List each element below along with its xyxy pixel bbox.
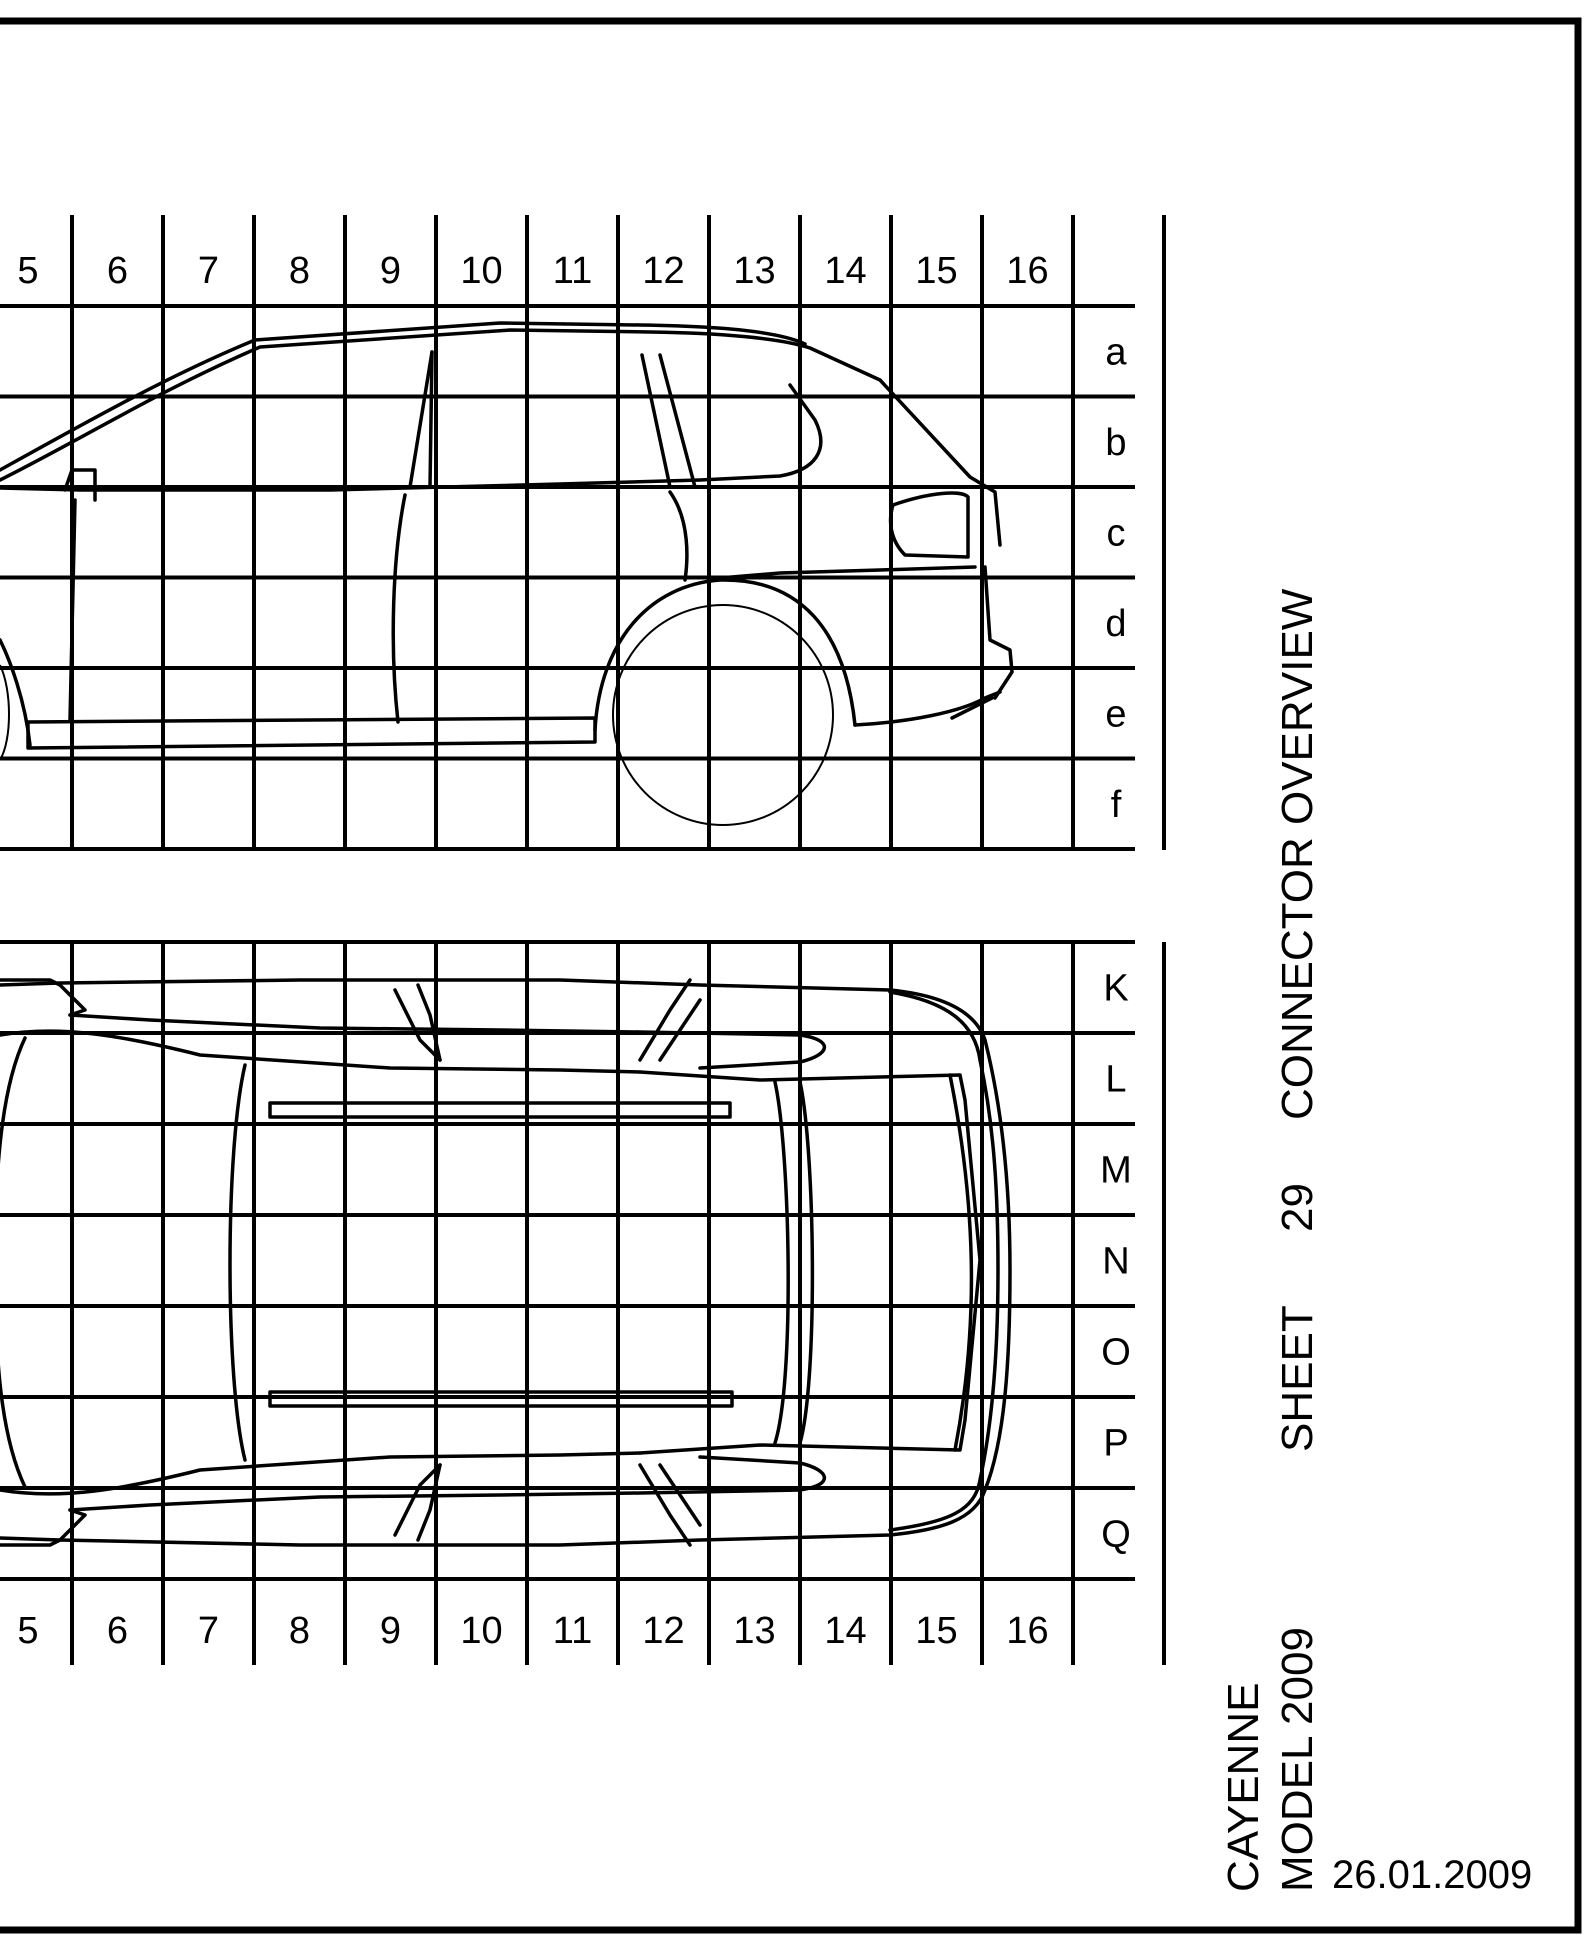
model-name: CAYENNE	[1219, 1682, 1268, 1892]
row-label: e	[1105, 693, 1127, 736]
column-label: 7	[197, 250, 220, 292]
column-label: 15	[915, 1610, 958, 1652]
column-label: 11	[552, 250, 593, 292]
column-label: 7	[197, 1610, 220, 1652]
sheet-number: 29	[1273, 1183, 1322, 1232]
side-view-grid	[0, 215, 1164, 850]
sheet-title: CONNECTOR OVERVIEW	[1273, 588, 1322, 1120]
row-label: L	[1105, 1058, 1127, 1101]
row-label: Q	[1101, 1513, 1131, 1556]
row-label: d	[1105, 602, 1127, 645]
column-label: 9	[379, 250, 402, 292]
column-label: 5	[17, 1610, 39, 1652]
column-label: 11	[552, 1610, 593, 1652]
column-label: 13	[733, 1610, 776, 1652]
sheet-date: 26.01.2009	[1332, 1853, 1533, 1897]
row-label: N	[1102, 1240, 1130, 1283]
column-label: 8	[288, 250, 311, 292]
row-label: f	[1110, 783, 1122, 826]
row-label: M	[1100, 1149, 1132, 1192]
column-label: 9	[379, 1610, 402, 1652]
column-label: 8	[288, 1610, 311, 1652]
model-year: MODEL 2009	[1273, 1627, 1322, 1892]
column-label: 12	[642, 1610, 685, 1652]
car-top-outline	[0, 980, 1010, 1545]
column-label: 16	[1006, 250, 1049, 292]
column-label: 5	[17, 250, 39, 292]
column-label: 14	[824, 250, 867, 292]
row-label: a	[1105, 331, 1127, 374]
column-label: 16	[1006, 1610, 1049, 1652]
column-label: 6	[106, 250, 129, 292]
sheet-label: SHEET	[1273, 1305, 1322, 1452]
column-label: 15	[915, 250, 958, 292]
row-label: O	[1101, 1331, 1131, 1374]
row-label: c	[1106, 512, 1126, 555]
row-label: b	[1105, 421, 1127, 464]
column-label: 10	[460, 1610, 503, 1652]
column-label: 12	[642, 250, 685, 292]
column-label: 6	[106, 1610, 129, 1652]
column-label: 14	[824, 1610, 867, 1652]
title-block	[1219, 588, 1532, 1897]
column-label: 13	[733, 250, 776, 292]
row-label: P	[1103, 1422, 1129, 1465]
column-label: 10	[460, 250, 503, 292]
row-label: K	[1103, 967, 1129, 1010]
